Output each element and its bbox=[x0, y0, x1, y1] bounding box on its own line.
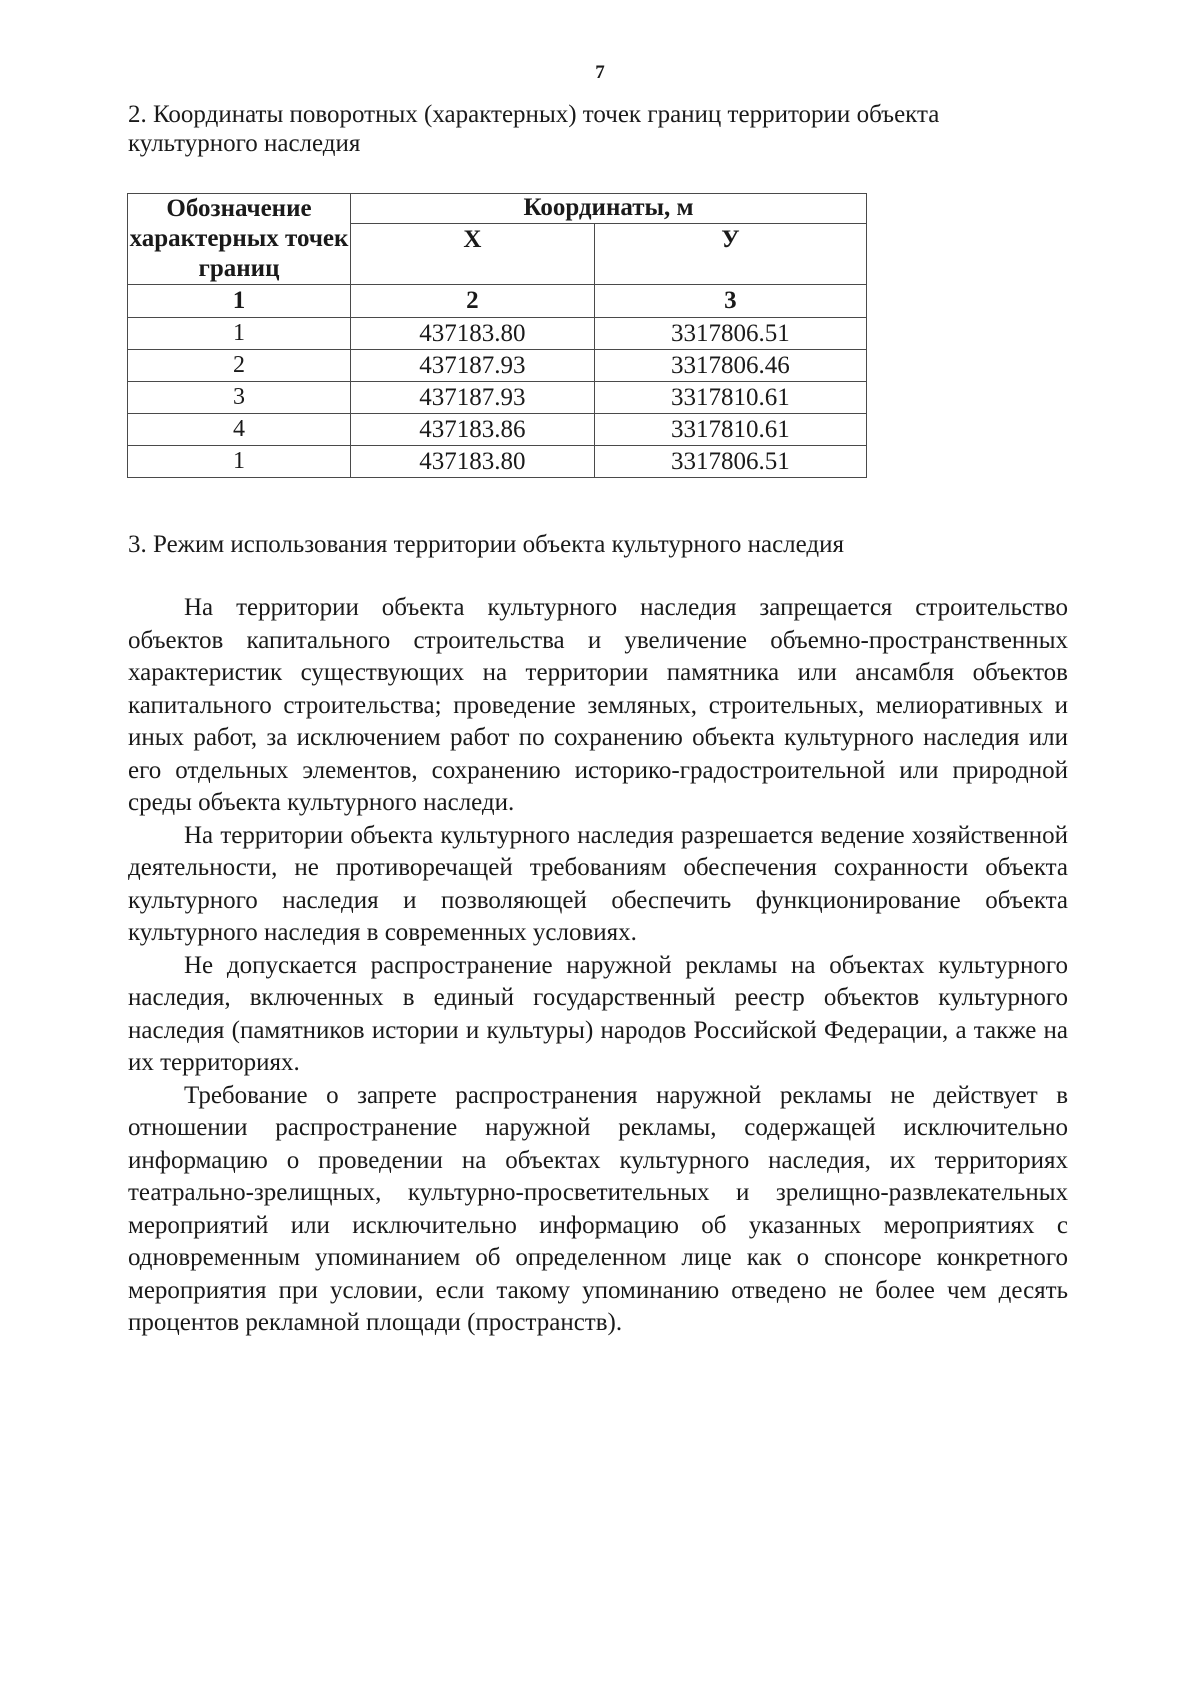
coordinate-x: 437187.93 bbox=[351, 382, 595, 414]
coordinates-table bbox=[127, 193, 867, 478]
header-y: У bbox=[594, 223, 866, 284]
coordinate-y: 3317806.46 bbox=[594, 350, 866, 382]
column-number-2: 2 bbox=[351, 285, 595, 318]
table-row bbox=[128, 350, 867, 382]
paragraph-advertising-exception: Требование о запрете распространения наружной рекламы не действует в отношении распространение наружной рекламы, содержащей исключительно информацию о проведении на объектах культурного наследия, их территориях театрально-зрелищных, культурно-просветительных и зрелищно-развлекательных мероприятий или исключительно информацию об указанных мероприятиях с одновременным упоминанием об определенном лице как о спонсоре конкретного мероприятия при условии, если такому упоминанию отведено не более чем десять процентов рекламной площади (пространств). bbox=[128, 1081, 1068, 1336]
paragraph-prohibitions: На территории объекта культурного наследия запрещается строительство объектов капитального строительства и увеличение объемно-пространственных характеристик существующих на территории памятника или ансамбля объектов капитального строительства; проведение земляных, строительных, мелиоративных и иных работ, за исключением работ по сохранению объекта культурного наследия или его отдельных элементов, сохранению историко-градостроительной или природной среды объекта культурного наследи. bbox=[128, 594, 1068, 816]
point-designation: 1 bbox=[128, 318, 351, 350]
paragraph-advertising-ban: Не допускается распространение наружной рекламы на объектах культурного наследия, включенных в единый государственный реестр объектов культурного наследия (памятников истории и культуры) народов Российской Федерации, а также на их территориях. bbox=[128, 951, 1068, 1076]
header-coordinates: Координаты, м bbox=[351, 194, 867, 224]
section-3-title: 3. Режим использования территории объекта культурного наследия bbox=[128, 531, 845, 558]
column-number-3: 3 bbox=[594, 285, 866, 318]
table-row bbox=[128, 318, 867, 350]
section-2-title: 2. Координаты поворотных (характерных) точек границ территории объекта культурного наследия bbox=[128, 101, 940, 157]
point-designation: 3 bbox=[128, 382, 351, 414]
coordinate-x: 437183.80 bbox=[351, 318, 595, 350]
coordinate-y: 3317810.61 bbox=[594, 414, 866, 446]
coordinate-x: 437187.93 bbox=[351, 350, 595, 382]
table-row bbox=[128, 382, 867, 414]
table-row bbox=[128, 414, 867, 446]
coordinate-y: 3317806.51 bbox=[594, 446, 866, 478]
coordinate-x: 437183.80 bbox=[351, 446, 595, 478]
column-number-1: 1 bbox=[128, 285, 351, 318]
header-designation: Обозначение характерных точек границ bbox=[128, 194, 351, 285]
coordinate-y: 3317810.61 bbox=[594, 382, 866, 414]
header-x: X bbox=[351, 223, 595, 284]
point-designation: 1 bbox=[128, 446, 351, 478]
coordinate-y: 3317806.51 bbox=[594, 318, 866, 350]
page-number: 7 bbox=[595, 62, 605, 83]
coordinate-x: 437183.86 bbox=[351, 414, 595, 446]
paragraph-permitted-activity: На территории объекта культурного наследия разрешается ведение хозяйственной деятельности, не противоречащей требованиям обеспечения сохранности объекта культурного наследия и позволяющей обеспечить функционирование объекта культурного наследия в современных условиях. bbox=[128, 821, 1068, 946]
point-designation: 2 bbox=[128, 350, 351, 382]
table-row bbox=[128, 446, 867, 478]
point-designation: 4 bbox=[128, 414, 351, 446]
section-3-body bbox=[128, 592, 1068, 1340]
